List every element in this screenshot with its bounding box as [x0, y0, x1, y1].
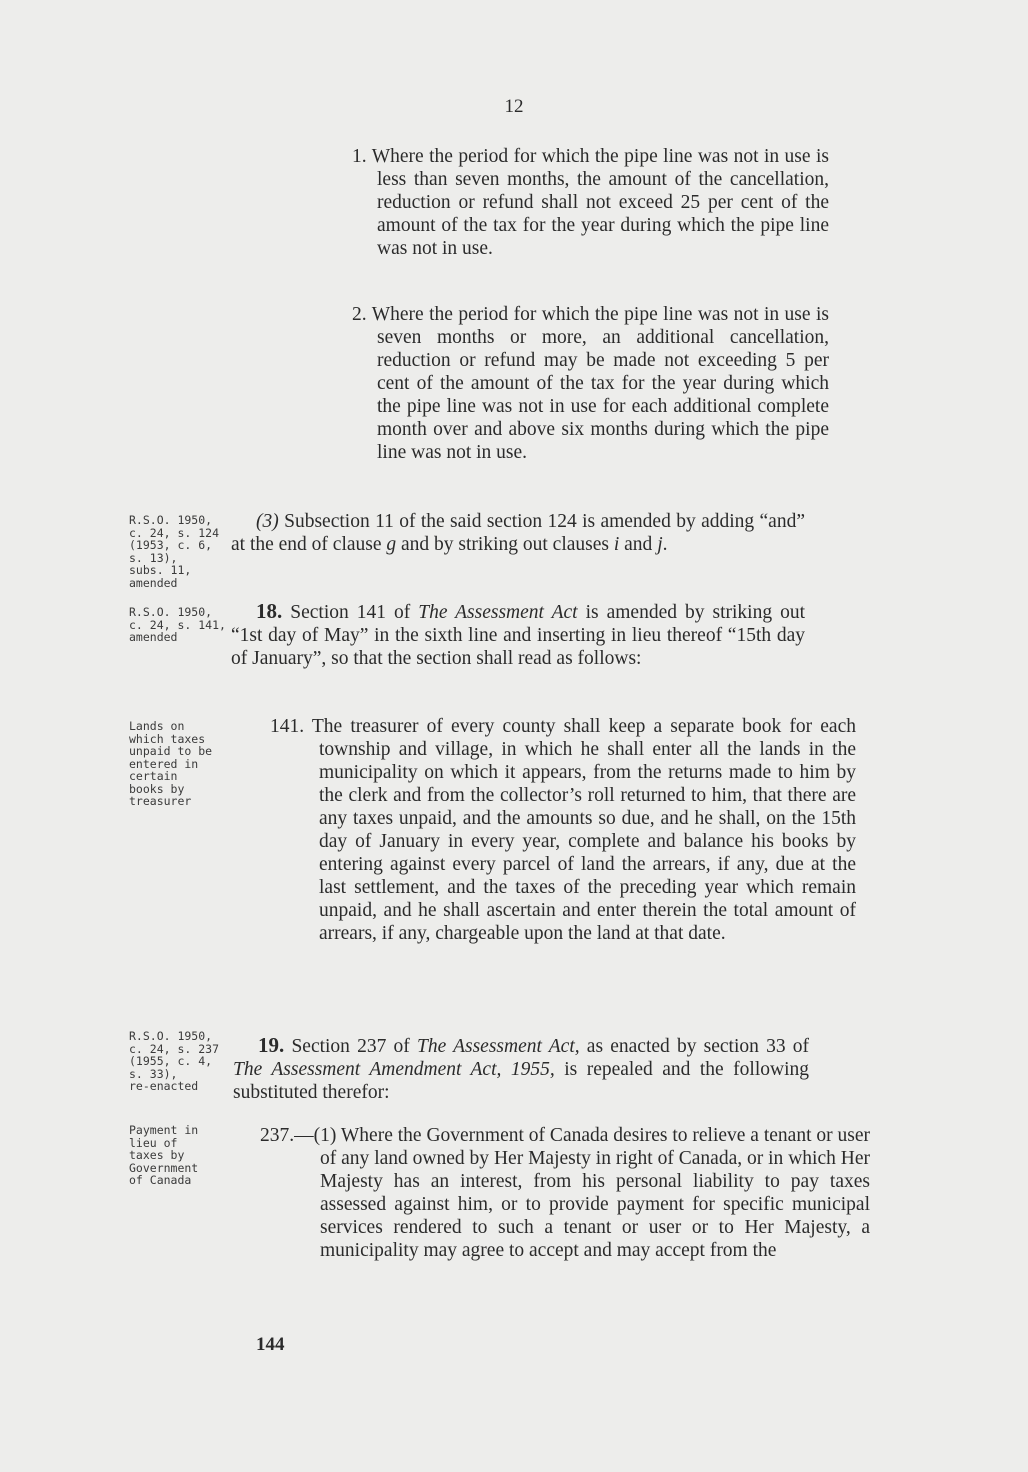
page-number: 12	[504, 96, 524, 117]
marginal-note-subsection-3: R.S.O. 1950, c. 24, s. 124 (1953, c. 6, s. 13), subs. 11, amended	[129, 513, 220, 590]
marginal-note-section-19: R.S.O. 1950, c. 24, s. 237 (1955, c. 4, s. 33), re-enacted	[129, 1029, 220, 1093]
clause-2-paragraph: 2. Where the period for which the pipe line was not in use is seven months or more, an additional cancellation, reduction or refund may be made not exceeding 5 per cent of the amount of the tax for the year during which the pipe line was not in use for each additional complete month over and above six months during which the pipe line was not in use.	[352, 304, 829, 463]
marginal-note-section-141: Lands on which taxes unpaid to be entered in certain books by treasurer	[129, 719, 213, 808]
subsection-3-paragraph: (3) Subsection 11 of the said section 124 is amended by adding “and” at the end of clause g and by striking out clauses i and j.	[231, 511, 805, 555]
section-19-paragraph: 19. Section 237 of The Assessment Act, as enacted by section 33 of The Assessment Amendment Act, 1955, is repealed and the following substituted therefor:	[233, 1033, 810, 1103]
section-141-paragraph: 141. The treasurer of every county shall keep a separate book for each township and village, in which he shall enter all the lands in the municipality on which it appears, from the returns made to him by the clerk and from the collector’s roll returned to him, that there are any taxes unpaid, and the amounts so due, and he shall, on the 15th day of January in every year, complete and balance his books by entering against every parcel of land the arrears, if any, due at the last settlement, and the taxes of the preceding year which remain unpaid, and he shall ascertain and enter therein the total amount of arrears, if any, chargeable upon the land at that date.	[270, 716, 856, 944]
clause-1-paragraph: 1. Where the period for which the pipe line was not in use is less than seven months, the amount of the cancellation, reduction or refund shall not exceed 25 per cent of the amount of the tax for the year during which the pipe line was not in use.	[352, 146, 829, 259]
section-237-paragraph: 237.—(1) Where the Government of Canada desires to relieve a tenant or user of any land owned by Her Majesty in right of Canada, or in which Her Majesty has an interest, from his personal liability to pay taxes assessed against him, or to provide payment for specific municipal services rendered to such a tenant or user or to Her Majesty, a municipality may agree to accept and may accept from the	[260, 1125, 870, 1261]
marginal-note-section-18: R.S.O. 1950, c. 24, s. 141, amended	[129, 605, 226, 644]
section-18-paragraph: 18. Section 141 of The Assessment Act is amended by striking out “1st day of May” in the sixth line and inserting in lieu thereof “15th day of January”, so that the section shall read as follows:	[231, 599, 805, 669]
folio-number: 144	[256, 1334, 285, 1355]
marginal-note-section-237: Payment in lieu of taxes by Government of Canada	[129, 1123, 199, 1187]
